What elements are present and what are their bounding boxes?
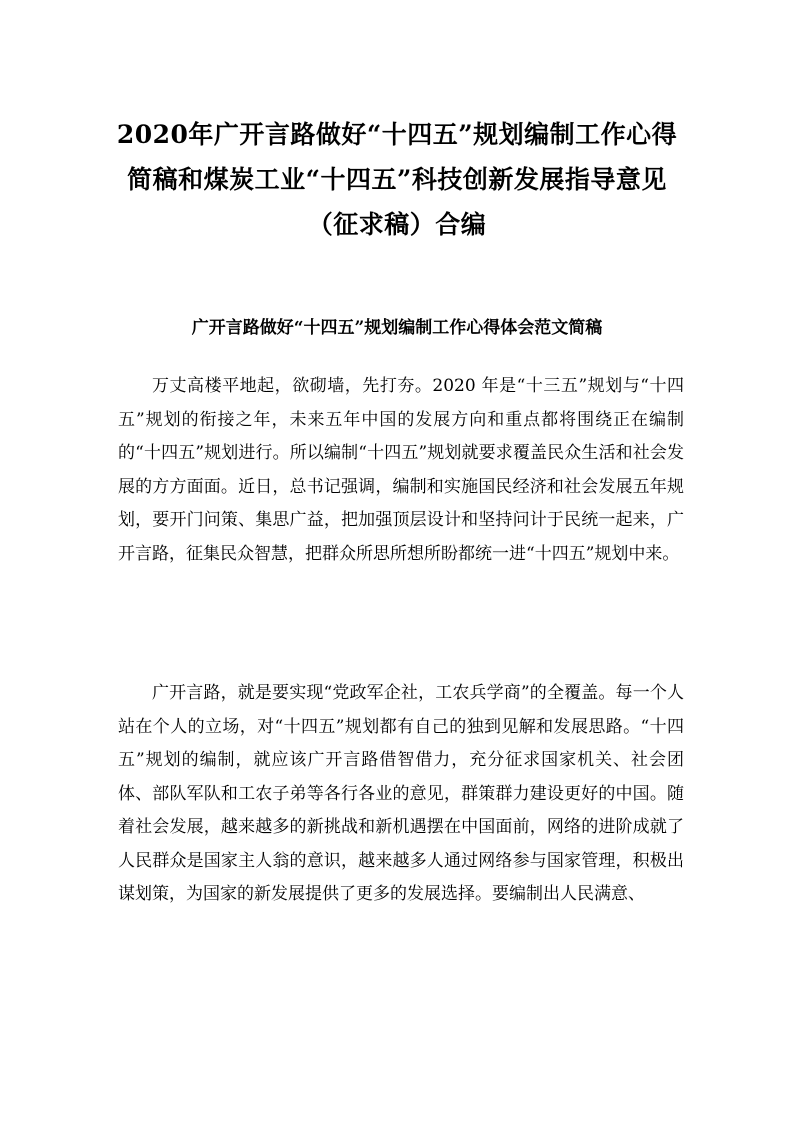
section-heading: 广开言路做好“十四五”规划编制工作心得体会范文简稿 bbox=[191, 318, 603, 338]
body-paragraph: 万丈高楼平地起，欲砌墙，先打夯。2020 年是“十三五”规划与“十四五”规划的衔接之年，未来五年中国的发展方向和重点都将围绕正在编制的“十四五”规划进行。所以编制“十四五”规划就要求覆盖民众生活和社会发展的方方面面。近日，总书记强调，编制和实施国民经济和社会发展五年规划，要开门问策、集思广益，把加强顶层设计和坚持问计于民统一起来，广开言路，征集民众智慧，把群众所思所想所盼都统一进“十四五”规划中来。 bbox=[118, 376, 684, 564]
document-title: 2020年广开言路做好“十四五”规划编制工作心得简稿和煤炭工业“十四五”科技创新发展指导意见（征求稿）合编 bbox=[116, 120, 678, 239]
body-paragraph: 广开言路，就是要实现“党政军企社，工农兵学商”的全覆盖。每一个人站在个人的立场，对“十四五”规划都有自己的独到见解和发展思路。“十四五”规划的编制，就应该广开言路借智借力，充分征求国家机关、社会团体、部队军队和工农子弟等各行各业的意见，群策群力建设更好的中国。随着社会发展，越来越多的新挑战和新机遇摆在中国面前，网络的进阶成就了人民群众是国家主人翁的意识，越来越多人通过网络参与国家管理，积极出谋划策，为国家的新发展提供了更多的发展选择。要编制出人民满意、 bbox=[118, 683, 684, 904]
